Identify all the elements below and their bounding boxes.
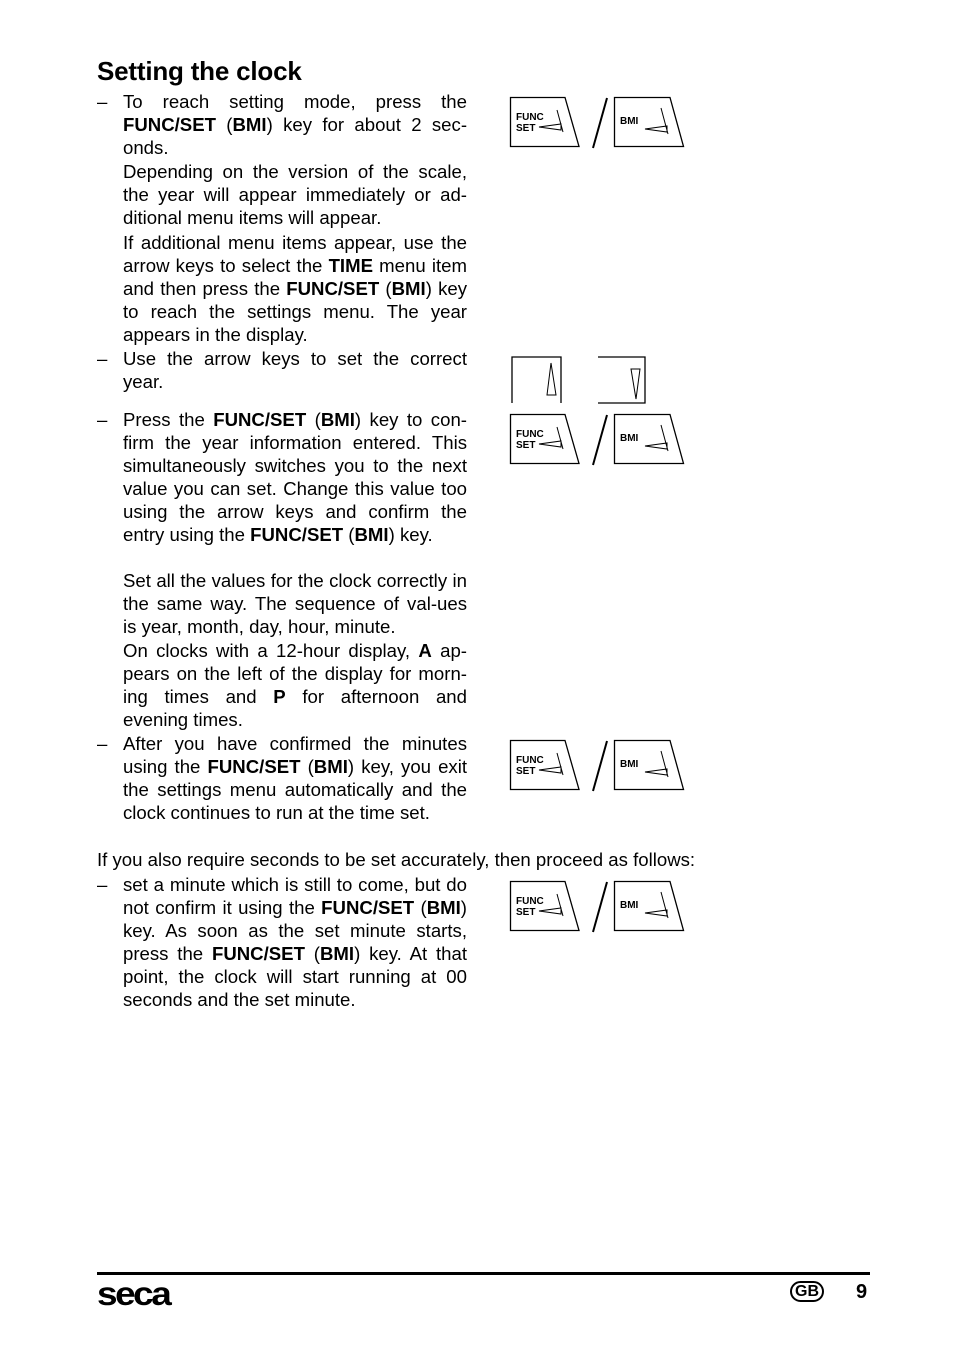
func-set-key-icon xyxy=(511,882,580,931)
bullet-dash: – xyxy=(97,874,108,895)
instruction-set-seconds: set a minute which is still to come, but do not confirm it using the FUNC/SET (BMI) key. As soon as the set minute starts, press the FUNC/SET (BMI) key. At that point, the clock will start running at 00 seconds and the set minute. xyxy=(123,874,468,1010)
func-set-key-icon xyxy=(511,741,580,790)
svg-text:BMI: BMI xyxy=(620,900,639,911)
language-badge: GB xyxy=(790,1281,824,1302)
bmi-key-icon xyxy=(615,882,684,931)
func-set-key-icon xyxy=(511,415,580,464)
svg-text:BMI: BMI xyxy=(620,116,639,127)
func-set-bmi-key-diagram xyxy=(509,96,689,152)
instruction-reach-setting-mode: To reach setting mode, press the FUNC/SET (BMI) key for about 2 sec-onds. xyxy=(123,91,468,158)
func-set-bmi-key-diagram xyxy=(509,413,689,469)
instruction-confirm-year: Press the FUNC/SET (BMI) key to con-firm the year information entered. This simultaneously switches you to the next value you can set. Change this value too using the arrow keys and confirm the entry using the FUNC/SET (BMI) key. xyxy=(123,409,467,545)
bullet-dash: – xyxy=(97,348,108,369)
seconds-intro: If you also require seconds to be set accurately, then proceed as follows: xyxy=(97,849,696,870)
arrow-up-key-icon xyxy=(512,357,561,403)
page-number: 9 xyxy=(856,1281,868,1303)
svg-text:SET: SET xyxy=(516,440,536,451)
instruction-set-year: Use the arrow keys to set the correct year. xyxy=(123,348,467,392)
footer-rule xyxy=(97,1272,870,1275)
page-title: Setting the clock xyxy=(97,56,302,86)
svg-text:FUNC: FUNC xyxy=(516,112,544,123)
func-set-bmi-key-diagram xyxy=(509,880,689,936)
note-12-hour-display: On clocks with a 12-hour display, A ap-pears on the left of the display for morn-ing times and P for afternoon and evening times. xyxy=(123,640,467,730)
svg-text:BMI: BMI xyxy=(620,433,639,444)
or-separator-icon xyxy=(593,741,607,791)
note-scale-version: Depending on the version of the scale, the year will appear immediately or ad-ditional menu items will appear. xyxy=(123,161,467,228)
or-separator-icon xyxy=(593,415,607,465)
seca-logo xyxy=(97,1279,181,1320)
bmi-key-icon xyxy=(615,741,684,790)
instruction-confirm-minutes: After you have confirmed the minutes using the FUNC/SET (BMI) key, you exit the settings menu automatically and the clock continues to run at the time set. xyxy=(123,733,468,823)
svg-text:SET: SET xyxy=(516,766,536,777)
svg-text:FUNC: FUNC xyxy=(516,755,544,766)
or-separator-icon xyxy=(593,882,607,932)
arrow-down-key-icon xyxy=(598,357,645,403)
bmi-key-icon xyxy=(615,415,684,464)
or-separator-icon xyxy=(593,98,607,148)
func-set-key-icon xyxy=(511,98,580,147)
bullet-dash: – xyxy=(97,409,108,430)
func-set-bmi-key-diagram xyxy=(509,739,689,795)
svg-text:SET: SET xyxy=(516,123,536,134)
svg-text:FUNC: FUNC xyxy=(516,896,544,907)
note-additional-menu: If additional menu items appear, use the arrow keys to select the TIME menu item and then press the FUNC/SET (BMI) key to reach the settings menu. The year appears in the display. xyxy=(123,232,468,345)
bullet-dash: – xyxy=(97,733,108,754)
arrow-keys-diagram xyxy=(510,355,650,407)
bmi-key-icon xyxy=(615,98,684,147)
svg-text:seca: seca xyxy=(97,1279,170,1313)
svg-text:BMI: BMI xyxy=(620,759,639,770)
svg-text:SET: SET xyxy=(516,907,536,918)
bullet-dash: – xyxy=(97,91,108,112)
note-value-sequence: Set all the values for the clock correctly in the same way. The sequence of val-ues is year, month, day, hour, minute. xyxy=(123,570,467,637)
svg-text:FUNC: FUNC xyxy=(516,429,544,440)
